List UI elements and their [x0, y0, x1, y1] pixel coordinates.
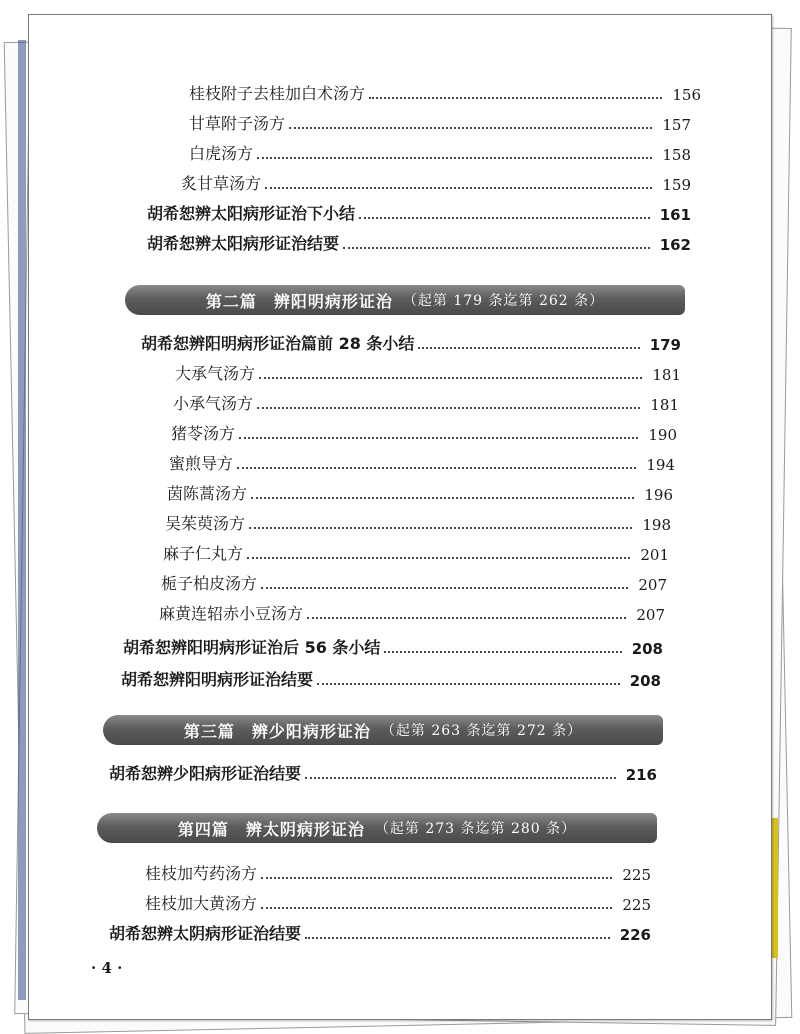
entry-title: 胡希恕辨阳明病形证治篇前 28 条小结 — [141, 334, 415, 353]
leader-dots — [261, 877, 612, 879]
entry-page: 208 — [629, 672, 661, 690]
entry-page: 207 — [638, 576, 667, 594]
entry-page: 181 — [652, 366, 681, 384]
toc-entry[interactable] — [167, 481, 673, 504]
entry-page: 158 — [662, 146, 691, 164]
leader-dots — [247, 557, 630, 559]
entry-title: 胡希恕辨少阳病形证治结要 — [109, 764, 302, 783]
entry-title: 胡希恕辨太阴病形证治结要 — [109, 924, 302, 943]
leader-dots — [251, 497, 634, 499]
toc-entry[interactable] — [145, 891, 651, 914]
entry-title: 吴茱萸汤方 — [165, 514, 246, 533]
toc-page — [28, 14, 772, 1020]
section-title: 第二篇 辨阳明病形证治 — [205, 291, 393, 311]
leader-dots — [239, 437, 638, 439]
toc-entry[interactable] — [121, 667, 661, 690]
toc-entry[interactable] — [109, 761, 657, 784]
toc-entry[interactable] — [147, 201, 691, 224]
entry-page: 225 — [622, 896, 651, 914]
leader-dots — [261, 587, 628, 589]
entry-title: 胡希恕辨太阳病形证治结要 — [147, 234, 340, 253]
entry-title: 麻子仁丸方 — [163, 544, 244, 563]
leader-dots — [384, 651, 621, 653]
entry-page: 196 — [644, 486, 673, 504]
entry-title: 甘草附子汤方 — [189, 114, 286, 133]
leader-dots — [418, 347, 639, 349]
toc-entry[interactable] — [181, 171, 691, 194]
entry-title: 桂枝加大黄汤方 — [145, 894, 258, 913]
toc-entry[interactable] — [147, 231, 691, 254]
leader-dots — [359, 217, 650, 219]
section-range: （起第 263 条迄第 272 条） — [380, 723, 583, 739]
entry-page: 181 — [650, 396, 679, 414]
entry-page: 179 — [649, 336, 681, 354]
book-edge — [18, 40, 26, 1000]
toc-entry[interactable] — [141, 331, 681, 354]
entry-page: 201 — [640, 546, 669, 564]
entry-page: 162 — [659, 236, 691, 254]
entry-page: 216 — [625, 766, 657, 784]
section-title: 第四篇 辨太阴病形证治 — [177, 819, 365, 839]
leader-dots — [369, 97, 662, 99]
section-banner — [97, 813, 657, 843]
entry-page: 226 — [619, 926, 651, 944]
toc-entry[interactable] — [171, 421, 677, 444]
entry-page: 198 — [642, 516, 671, 534]
entry-page: 161 — [659, 206, 691, 224]
entry-page: 194 — [646, 456, 675, 474]
leader-dots — [237, 467, 636, 469]
leader-dots — [249, 527, 632, 529]
entry-title: 麻黄连轺赤小豆汤方 — [159, 604, 304, 623]
entry-page: 157 — [662, 116, 691, 134]
toc-entry[interactable] — [159, 601, 665, 624]
toc-entry[interactable] — [161, 571, 667, 594]
page-number: · 4 · — [91, 959, 123, 977]
entry-title: 胡希恕辨阳明病形证治后 56 条小结 — [123, 638, 381, 657]
entry-title: 栀子柏皮汤方 — [161, 574, 258, 593]
entry-page: 225 — [622, 866, 651, 884]
entry-title: 猪苓汤方 — [171, 424, 236, 443]
toc-entry[interactable] — [123, 635, 663, 658]
entry-title: 蜜煎导方 — [169, 454, 234, 473]
leader-dots — [343, 247, 650, 249]
section-banner — [103, 715, 663, 745]
leader-dots — [305, 777, 616, 779]
leader-dots — [257, 407, 640, 409]
leader-dots — [307, 617, 626, 619]
toc-entry[interactable] — [145, 861, 651, 884]
entry-title: 胡希恕辨阳明病形证治结要 — [121, 670, 314, 689]
section-banner — [125, 285, 685, 315]
leader-dots — [305, 937, 610, 939]
entry-page: 190 — [648, 426, 677, 444]
toc-entry[interactable] — [169, 451, 675, 474]
toc-entry[interactable] — [165, 511, 671, 534]
entry-title: 茵陈蒿汤方 — [167, 484, 248, 503]
entry-title: 大承气汤方 — [175, 364, 256, 383]
section-range: （起第 273 条迄第 280 条） — [374, 821, 577, 837]
entry-title: 小承气汤方 — [173, 394, 254, 413]
entry-title: 桂枝附子去桂加白术汤方 — [189, 84, 366, 103]
leader-dots — [317, 683, 620, 685]
section-title: 第三篇 辨少阳病形证治 — [183, 721, 371, 741]
entry-title: 白虎汤方 — [189, 144, 254, 163]
section-range: （起第 179 条迄第 262 条） — [402, 293, 605, 309]
leader-dots — [289, 127, 652, 129]
entry-page: 208 — [631, 640, 663, 658]
toc-entry[interactable] — [189, 81, 701, 104]
entry-title: 桂枝加芍药汤方 — [145, 864, 258, 883]
leader-dots — [259, 377, 642, 379]
entry-title: 炙甘草汤方 — [181, 174, 262, 193]
toc-entry[interactable] — [189, 111, 691, 134]
entry-page: 156 — [672, 86, 701, 104]
entry-title: 胡希恕辨太阳病形证治下小结 — [147, 204, 356, 223]
toc-entry[interactable] — [175, 361, 681, 384]
toc-entry[interactable] — [109, 921, 651, 944]
leader-dots — [265, 187, 652, 189]
entry-page: 207 — [636, 606, 665, 624]
leader-dots — [257, 157, 652, 159]
toc-entry[interactable] — [173, 391, 679, 414]
leader-dots — [261, 907, 612, 909]
toc-entry[interactable] — [163, 541, 669, 564]
toc-entry[interactable] — [189, 141, 691, 164]
entry-page: 159 — [662, 176, 691, 194]
